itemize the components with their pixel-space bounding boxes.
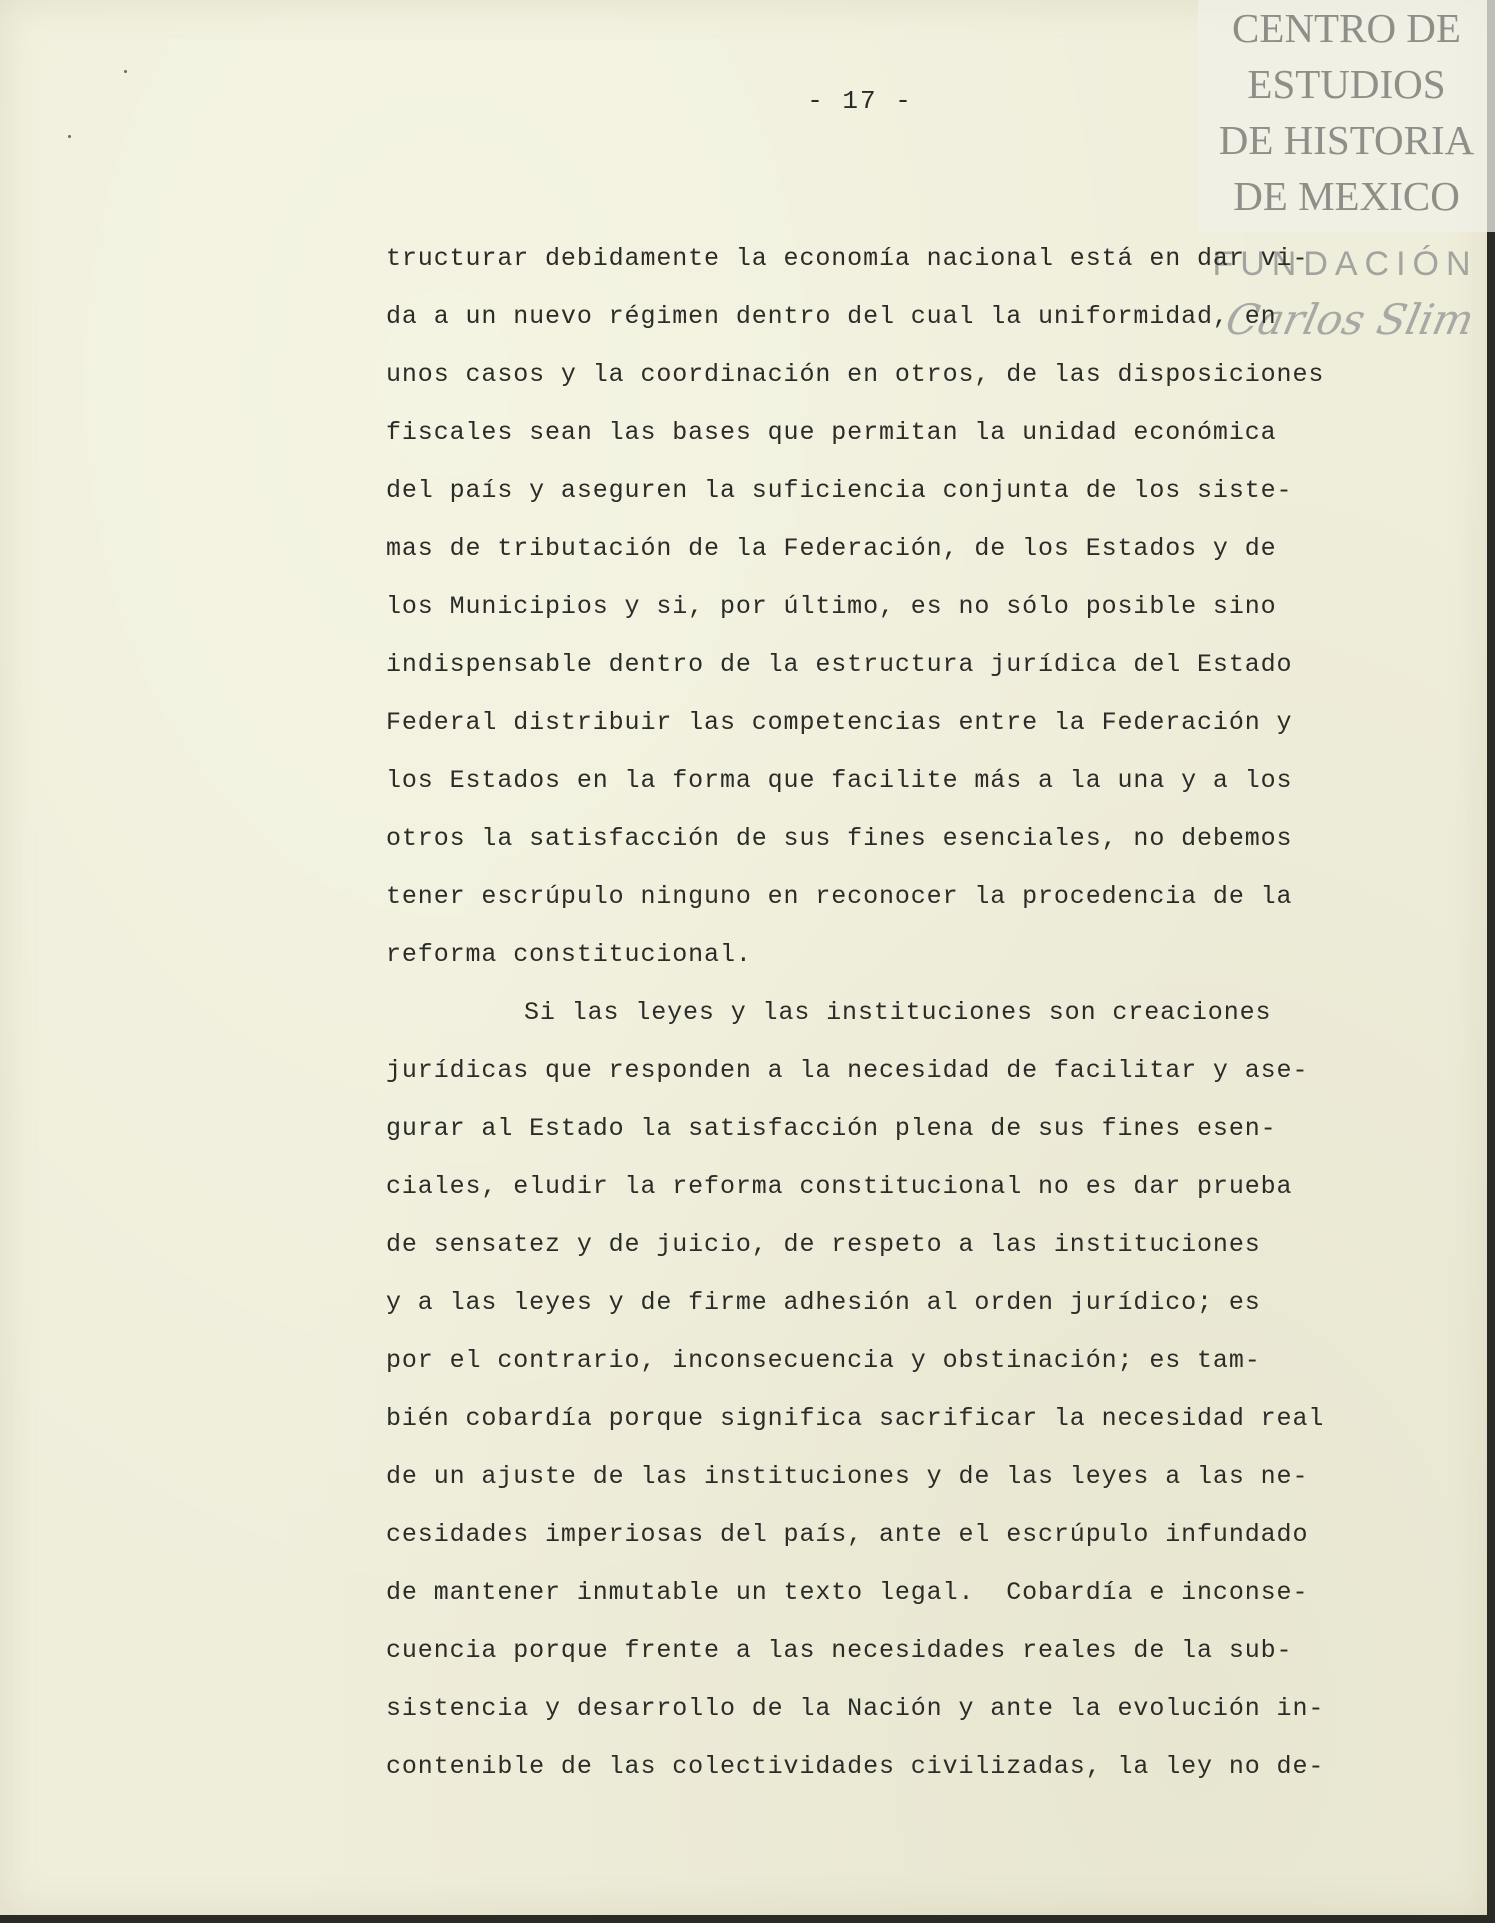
paragraph <box>386 984 1416 1796</box>
watermark-line: CENTRO DE <box>1232 5 1461 51</box>
text-line: por el contrario, inconsecuencia y obstinación; es tam- <box>386 1346 1261 1375</box>
text-line: jurídicas que responden a la necesidad de facilitar y ase- <box>386 1056 1309 1085</box>
text-line: da a un nuevo régimen dentro del cual la uniformidad, en <box>386 302 1277 331</box>
text-line: ciales, eludir la reforma constitucional no es dar prueba <box>386 1172 1293 1201</box>
text-line: indispensable dentro de la estructura jurídica del Estado <box>386 650 1293 679</box>
paragraph <box>386 230 1416 984</box>
text-line: y a las leyes y de firme adhesión al orden jurídico; es <box>386 1288 1261 1317</box>
text-line: unos casos y la coordinación en otros, de las disposiciones <box>386 360 1325 389</box>
text-line: los Estados en la forma que facilite más a la una y a los <box>386 766 1293 795</box>
text-line: del país y aseguren la suficiencia conjunta de los siste- <box>386 476 1293 505</box>
text-line: gurar al Estado la satisfacción plena de sus fines esen- <box>386 1114 1277 1143</box>
text-line: fiscales sean las bases que permitan la unidad económica <box>386 418 1277 447</box>
watermark-line: DE MEXICO <box>1233 173 1460 219</box>
text-line: otros la satisfacción de sus fines esenciales, no debemos <box>386 824 1293 853</box>
page-number: - 17 - <box>807 86 913 116</box>
text-line: tructurar debidamente la economía nacional está en dar vi- <box>386 244 1309 273</box>
text-line: mas de tributación de la Federación, de los Estados y de <box>386 534 1277 563</box>
watermark-line: ESTUDIOS <box>1247 61 1446 107</box>
text-line: cuencia porque frente a las necesidades reales de la sub- <box>386 1636 1293 1665</box>
text-line: de un ajuste de las instituciones y de las leyes a las ne- <box>386 1462 1309 1491</box>
text-line: cesidades imperiosas del país, ante el escrúpulo infundado <box>386 1520 1309 1549</box>
text-line: Si las leyes y las instituciones son creaciones <box>524 998 1272 1027</box>
watermark-line: DE HISTORIA <box>1218 117 1475 163</box>
text-line: reforma constitucional. <box>386 940 752 969</box>
text-line: de mantener inmutable un texto legal. Cobardía e inconse- <box>386 1578 1309 1607</box>
text-line: bién cobardía porque significa sacrificar la necesidad real <box>386 1404 1325 1433</box>
watermark-signature: Carlos Slim <box>1221 295 1479 344</box>
text-line: sistencia y desarrollo de la Nación y ante la evolución in- <box>386 1694 1325 1723</box>
archive-watermark <box>1198 0 1495 232</box>
body-text <box>386 230 1416 1796</box>
paper-speck <box>68 135 71 138</box>
text-line: Federal distribuir las competencias entre la Federación y <box>386 708 1293 737</box>
text-line: de sensatez y de juicio, de respeto a las instituciones <box>386 1230 1261 1259</box>
text-line: tener escrúpulo ninguno en reconocer la procedencia de la <box>386 882 1293 911</box>
watermark-foundation: FUNDACIÓN <box>1212 245 1478 283</box>
paper-speck <box>124 70 127 73</box>
text-line: contenible de las colectividades civilizadas, la ley no de- <box>386 1752 1325 1781</box>
text-line: los Municipios y si, por último, es no sólo posible sino <box>386 592 1277 621</box>
